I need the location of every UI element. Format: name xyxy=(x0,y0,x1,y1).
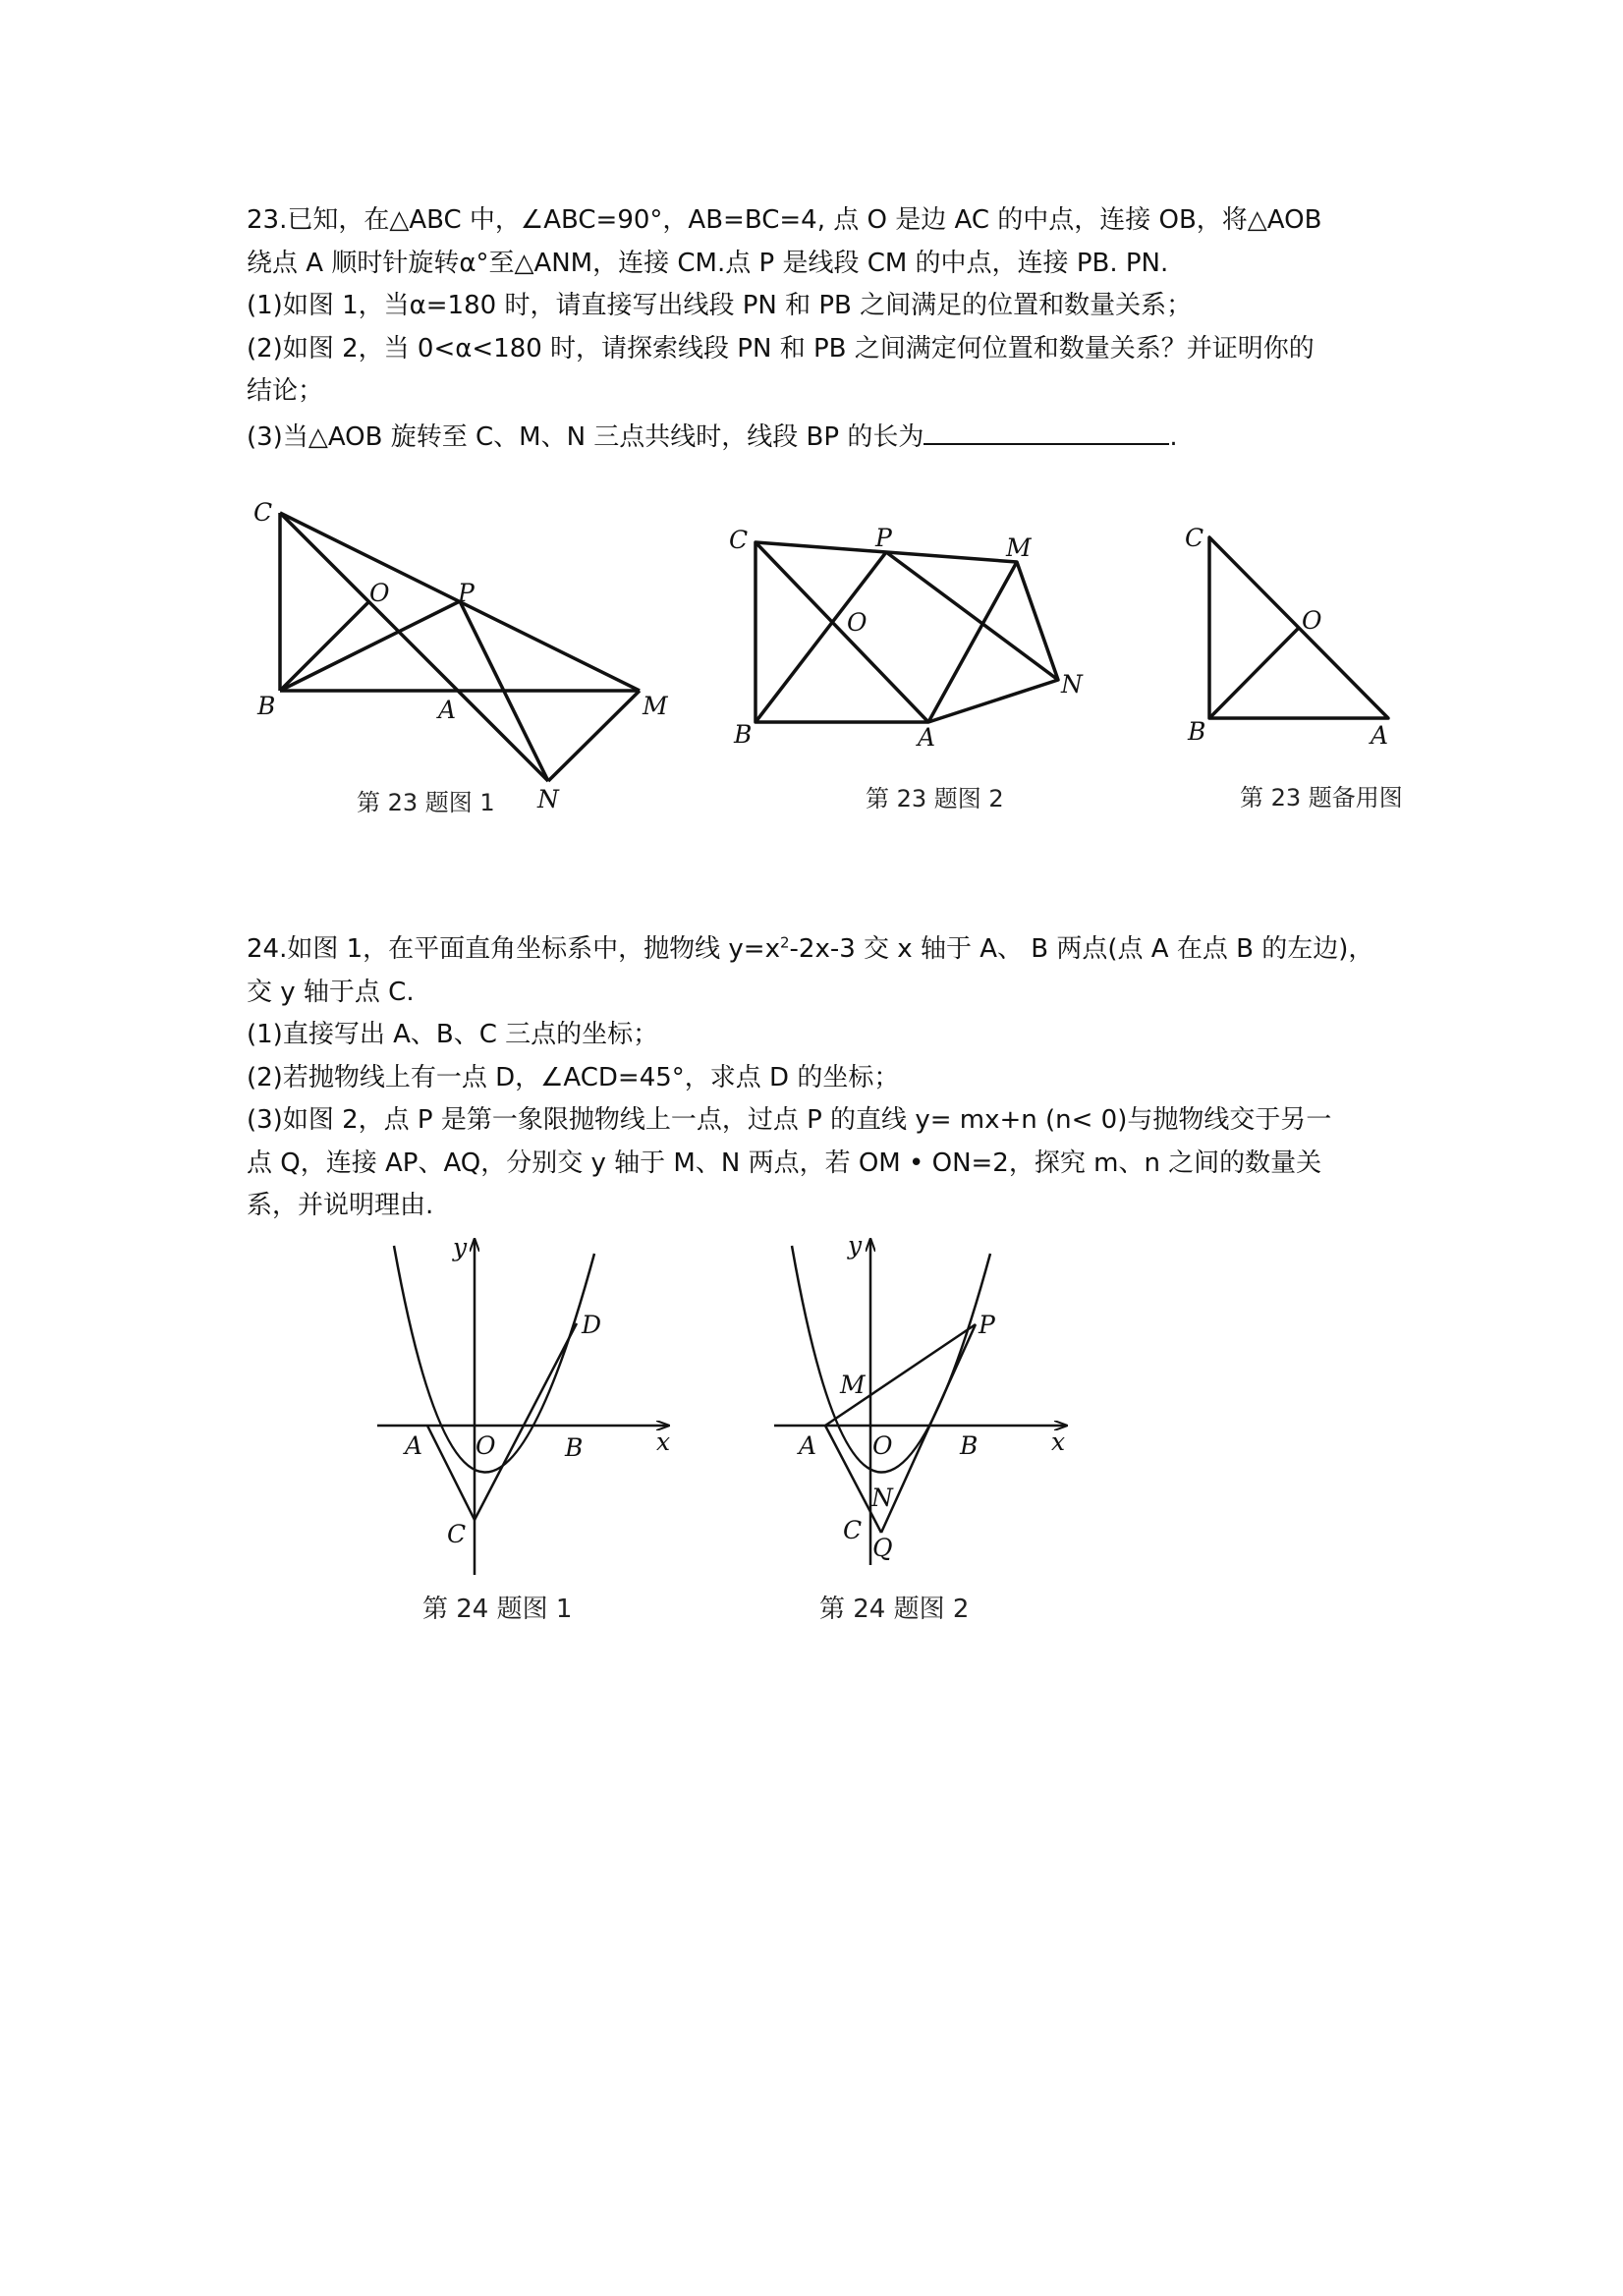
caption-fig23-2: 第 23 题图 2 xyxy=(866,785,1004,812)
q24-line-1-a: 24.如图 1，在平面直角坐标系中，抛物线 y=x xyxy=(247,934,780,964)
label-M: M xyxy=(643,692,668,720)
label-C: C xyxy=(1185,524,1204,552)
seg-PN xyxy=(886,552,1058,680)
q23-line-6-end: . xyxy=(1169,421,1178,452)
label-B: B xyxy=(565,1433,584,1462)
q23-line-4: (2)如图 2，当 0<α<180 时，请探索线段 PN 和 PB 之间满定何位置和数量关系？并证明你的 xyxy=(247,333,1315,364)
seg-BO xyxy=(280,601,369,691)
label-B: B xyxy=(734,720,753,749)
q23-line-1: 23.已知，在△ABC 中，∠ABC=90°，AB=BC=4, 点 O 是边 AC 的中点，连接 OB，将△AOB xyxy=(247,205,1322,235)
label-B: B xyxy=(960,1431,979,1460)
label-M: M xyxy=(1006,533,1032,562)
label-N: N xyxy=(871,1484,893,1512)
seg-BO xyxy=(1209,628,1299,718)
label-C: C xyxy=(253,498,273,527)
label-O: O xyxy=(1302,606,1322,635)
q24-line-3: (1)直接写出 A、B、C 三点的坐标； xyxy=(247,1020,659,1049)
label-A: A xyxy=(438,696,457,724)
label-O: O xyxy=(476,1431,496,1460)
q23-line-2: 绕点 A 顺时针旋转α°至△ANM，连接 CM.点 P 是线段 CM 的中点，连接 PB. PN. xyxy=(247,248,1169,278)
q24-line-7: 系，并说明理由. xyxy=(247,1191,434,1220)
seg-CA xyxy=(756,542,928,722)
label-A: A xyxy=(918,723,936,752)
fig23-spare xyxy=(1179,516,1415,752)
q24-line-2: 交 y 轴于点 C. xyxy=(247,977,415,1007)
label-M: M xyxy=(840,1371,866,1399)
caption-fig24-2: 第 24 题图 2 xyxy=(819,1595,970,1624)
exponent: 2 xyxy=(779,933,790,952)
label-D: D xyxy=(582,1311,602,1339)
q24-line-4: (2)若抛物线上有一点 D，∠ACD=45°，求点 D 的坐标； xyxy=(247,1062,900,1092)
label-B: B xyxy=(1188,717,1206,746)
label-P: P xyxy=(875,524,892,552)
q23-line-6-text: (3)当△AOB 旋转至 C、M、N 三点共线时，线段 BP 的长为 xyxy=(247,421,924,452)
question-24 xyxy=(247,928,1396,1228)
q23-line-3: (1)如图 1，当α=180 时，请直接写出线段 PN 和 PB 之间满足的位置和数量关系； xyxy=(247,291,1193,320)
label-P: P xyxy=(458,579,475,607)
fig24-1 xyxy=(364,1233,678,1582)
seg-AC xyxy=(427,1426,475,1520)
q23-line-6 xyxy=(247,414,1396,460)
seg-BP xyxy=(280,601,460,691)
label-A: A xyxy=(799,1431,817,1460)
fig24-2 xyxy=(761,1233,1086,1572)
label-y: y xyxy=(848,1231,863,1260)
caption-fig23-spare: 第 23 题备用图 xyxy=(1240,784,1403,812)
label-C: C xyxy=(843,1516,863,1544)
fig23-2 xyxy=(722,516,1095,756)
caption-fig24-1: 第 24 题图 1 xyxy=(422,1595,573,1624)
seg-BP xyxy=(756,552,886,722)
label-O: O xyxy=(847,608,867,637)
label-A: A xyxy=(1371,721,1389,750)
label-x: x xyxy=(656,1428,671,1456)
seg-MN xyxy=(548,691,640,781)
q24-line-1 xyxy=(247,928,1396,972)
seg-CD xyxy=(475,1323,577,1520)
answer-blank[interactable] xyxy=(923,414,1169,445)
fig23-1 xyxy=(246,491,698,825)
label-B: B xyxy=(257,692,276,720)
label-O: O xyxy=(872,1431,893,1460)
q24-line-6: 点 Q，连接 AP、AQ，分别交 y 轴于 M、N 两点，若 OM • ON=2，探究 m、n 之间的数量关 xyxy=(247,1148,1322,1178)
label-Q: Q xyxy=(872,1534,893,1562)
seg-CN xyxy=(280,513,548,781)
label-y: y xyxy=(453,1233,468,1261)
label-P: P xyxy=(979,1311,995,1339)
q23-line-5: 结论； xyxy=(247,376,324,406)
q24-line-5: (3)如图 2，点 P 是第一象限抛物线上一点，过点 P 的直线 y= mx+n (n< 0)与抛物线交于另一 xyxy=(247,1105,1332,1135)
caption-fig23-1: 第 23 题图 1 xyxy=(357,789,495,816)
label-O: O xyxy=(369,579,390,607)
label-N: N xyxy=(537,785,559,813)
q24-line-1-b: -2x-3 交 x 轴于 A、 B 两点(点 A 在点 B 的左边)， xyxy=(789,934,1374,964)
label-C: C xyxy=(729,526,749,554)
label-C: C xyxy=(447,1520,467,1548)
label-x: x xyxy=(1051,1428,1066,1456)
label-A: A xyxy=(405,1431,423,1460)
label-N: N xyxy=(1061,670,1083,699)
question-23 xyxy=(247,199,1396,459)
